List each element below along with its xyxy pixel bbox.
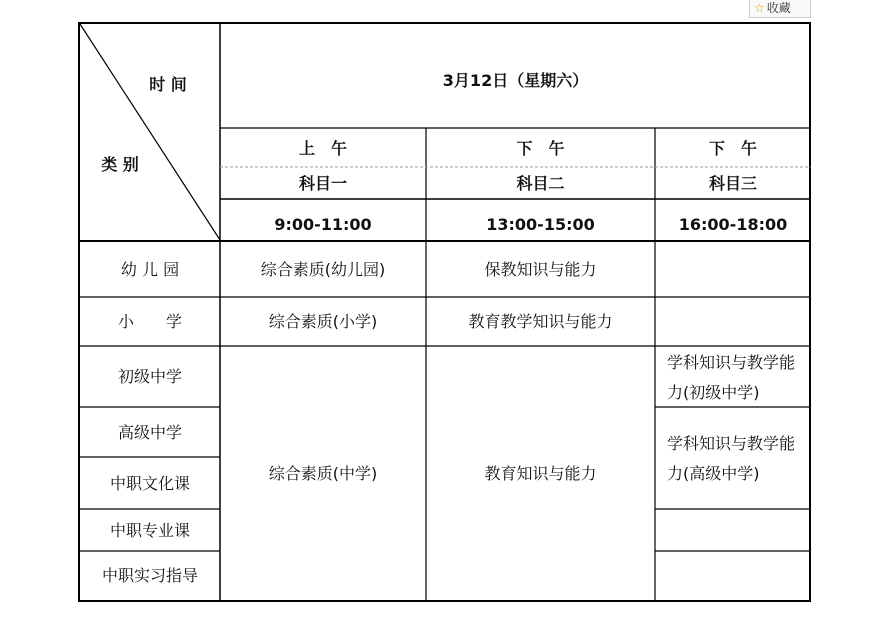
primary-subject-1: 综合素质(小学)	[268, 312, 378, 331]
kindergarten-subject-3	[655, 242, 811, 297]
kindergarten-subject-1: 综合素质(幼儿园)	[260, 259, 386, 279]
category-primary: 小 学	[117, 312, 182, 331]
star-icon: ☆	[754, 1, 765, 15]
corner-diagonal	[80, 24, 220, 240]
junior-subject-3: 学科知识与教学能力(初级中学)	[667, 352, 796, 402]
category-kindergarten: 幼 儿 园	[120, 259, 180, 279]
session-3-subject: 科目三	[708, 174, 757, 193]
category-junior: 初级中学	[117, 367, 182, 386]
category-senior: 高级中学	[117, 422, 182, 442]
session-3-period: 下 午	[708, 139, 757, 158]
middle-subject-1: 综合素质(中学)	[268, 464, 378, 483]
session-1-subject: 科目一	[298, 174, 347, 193]
middle-subject-2: 教育知识与能力	[484, 464, 597, 483]
senior-subject-3: 学科知识与教学能力(高级中学)	[667, 434, 796, 483]
session-1-period: 上 午	[298, 139, 347, 158]
favorite-label: 收藏	[766, 1, 791, 15]
session-3-time: 16:00-18:00	[678, 215, 788, 234]
primary-subject-2: 教育教学知识与能力	[468, 312, 613, 331]
corner-label-time: 时 间	[149, 75, 187, 94]
category-voc-culture: 中职文化课	[109, 473, 190, 493]
corner-label-category: 类 别	[101, 155, 139, 174]
session-2-time: 13:00-15:00	[486, 215, 595, 234]
primary-subject-3	[655, 298, 811, 346]
session-1-time: 9:00-11:00	[274, 215, 372, 234]
kindergarten-subject-2: 保教知识与能力	[484, 259, 597, 279]
session-2-period: 下 午	[516, 139, 565, 158]
category-voc-major: 中职专业课	[109, 520, 190, 540]
session-2-subject: 科目二	[516, 174, 565, 193]
category-voc-practice: 中职实习指导	[101, 566, 198, 585]
exam-date: 3月12日（星期六）	[442, 71, 589, 90]
